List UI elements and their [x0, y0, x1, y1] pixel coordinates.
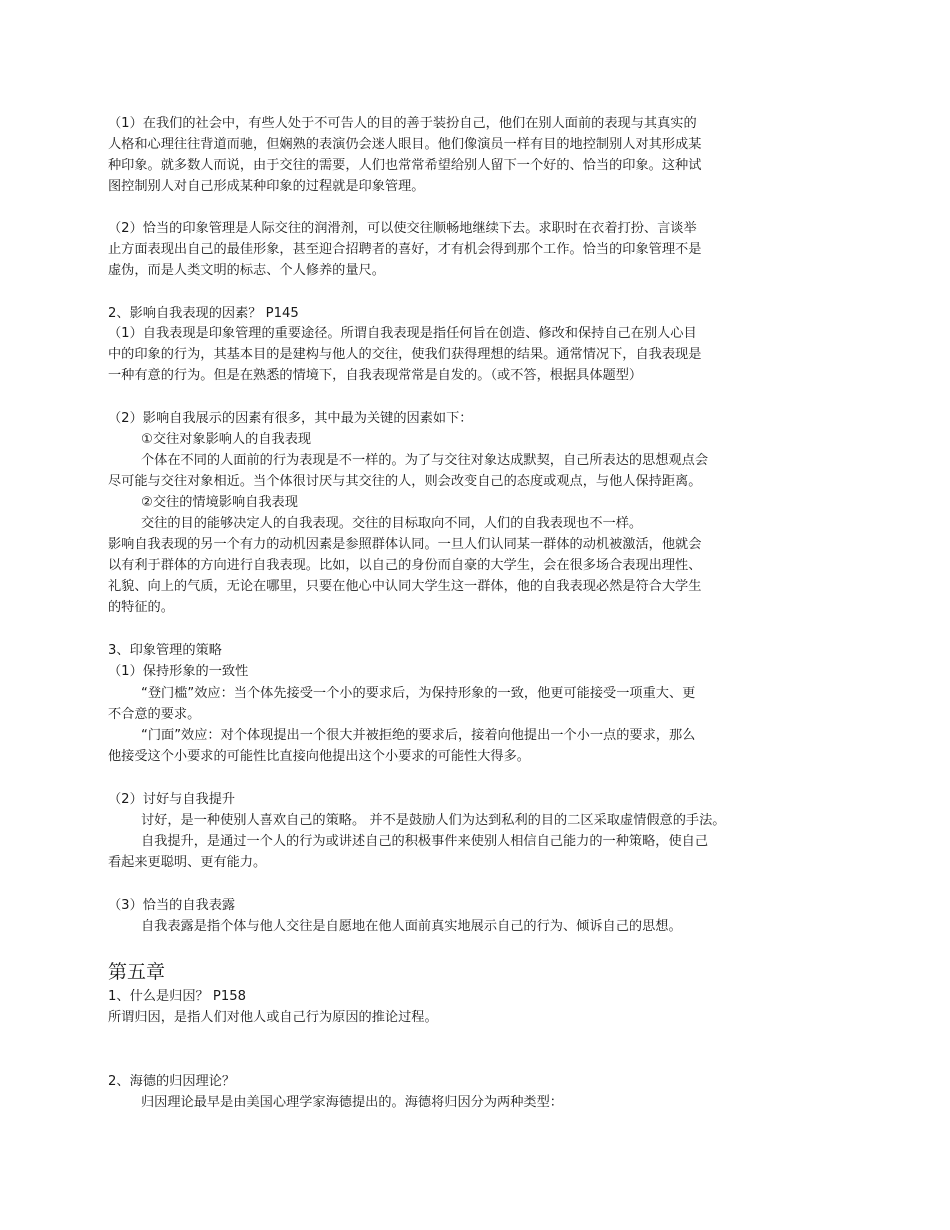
text-line: “门面”效应：对个体现提出一个很大并被拒绝的要求后，接着向他提出一个小一点的要求，那么	[141, 728, 696, 743]
text-line: 礼貌、向上的气质，无论在哪里，只要在他心中认同大学生这一群体，他的自我表现必然是符合大学生	[108, 579, 702, 594]
text-line: 影响自我表现的另一个有力的动机因素是参照群体认同。一旦人们认同某一群体的动机被激活，他就会	[108, 537, 702, 552]
text-line: 自我表露是指个体与他人交往是自愿地在他人面前真实地展示自己的行为、倾诉自己的思想。	[141, 919, 682, 934]
sub-heading: ①交往对象影响人的自我表现	[141, 432, 312, 447]
section-heading: 2、海德的归因理论？	[108, 1074, 236, 1089]
sub-heading: （3）恰当的自我表露	[108, 898, 236, 913]
text-line: 不合意的要求。	[108, 707, 201, 722]
section-heading: 1、什么是归因？ P158	[108, 989, 247, 1004]
text-line: 虚伪，而是人类文明的标志、个人修养的量尺。	[108, 263, 385, 278]
sub-heading: （2）讨好与自我提升	[108, 792, 236, 807]
text-line: 个体在不同的人面前的行为表现是不一样的。为了与交往对象达成默契，自己所表达的思想观点会	[141, 453, 709, 468]
text-line: 中的印象的行为，其基本目的是建构与他人的交往，使我们获得理想的结果。通常情况下，自我表现是	[108, 347, 702, 362]
text-line: （1）在我们的社会中，有些人处于不可告人的目的善于装扮自己，他们在别人面前的表现与其真实的	[108, 116, 697, 131]
text-line: 所谓归因，是指人们对他人或自己行为原因的推论过程。	[108, 1010, 438, 1025]
text-line: 种印象。就多数人而说，由于交往的需要，人们也常常希望给别人留下一个好的、恰当的印象。这种试	[108, 158, 702, 173]
section-heading: 3、印象管理的策略	[108, 643, 222, 658]
text-line: 的特征的。	[108, 600, 174, 615]
text-line: 图控制别人对自己形成某种印象的过程就是印象管理。	[108, 179, 425, 194]
sub-heading: （1）保持形象的一致性	[108, 664, 249, 679]
chapter-title: 第五章	[108, 961, 166, 983]
text-line: 看起来更聪明、更有能力。	[108, 855, 267, 870]
text-line: 他接受这个小要求的可能性比直接向他提出这个小要求的可能性大得多。	[108, 749, 530, 764]
text-line: 归因理论最早是由美国心理学家海德提出的。海德将归因分为两种类型：	[141, 1095, 563, 1110]
text-line: 以有利于群体的方向进行自我表现。比如，以自己的身份而自豪的大学生，会在很多场合表现出理性、	[108, 558, 702, 573]
text-line: 止方面表现出自己的最佳形象，甚至迎合招聘者的喜好，才有机会得到那个工作。恰当的印象管理不是	[108, 242, 702, 257]
sub-heading: ②交往的情境影响自我表现	[141, 495, 298, 510]
text-line: 人格和心理往往背道而驰，但娴熟的表演仍会迷人眼目。他们像演员一样有目的地控制别人对其形成某	[108, 137, 702, 152]
text-line: 自我提升，是通过一个人的行为或讲述自己的积极事件来使别人相信自己能力的一种策略，使自己	[141, 834, 709, 849]
text-line: 交往的目的能够决定人的自我表现。交往的目标取向不同，人们的自我表现也不一样。	[141, 516, 643, 531]
section-heading: 2、影响自我表现的因素？ P145	[108, 306, 299, 321]
text-line: （2）影响自我展示的因素有很多，其中最为关键的因素如下：	[108, 411, 473, 426]
text-line: 尽可能与交往对象相近。当个体很讨厌与其交往的人，则会改变自己的态度或观点，与他人保持距离。	[108, 474, 702, 489]
text-line: （2）恰当的印象管理是人际交往的润滑剂，可以使交往顺畅地继续下去。求职时在衣着打扮、言谈举	[108, 221, 697, 236]
text-line: 一种有意的行为。但是在熟悉的情境下，自我表现常常是自发的。（或不答，根据具体题型）	[108, 368, 643, 383]
text-line: 讨好，是一种使别人喜欢自己的策略。 并不是鼓励人们为达到私利的目的二区采取虚情假意的手法。	[141, 813, 726, 828]
text-line: （1）自我表现是印象管理的重要途径。所谓自我表现是指任何旨在创造、修改和保持自己在别人心目	[108, 326, 697, 341]
text-line: “登门槛”效应：当个体先接受一个小的要求后，为保持形象的一致，他更可能接受一项重大、更	[141, 686, 696, 701]
